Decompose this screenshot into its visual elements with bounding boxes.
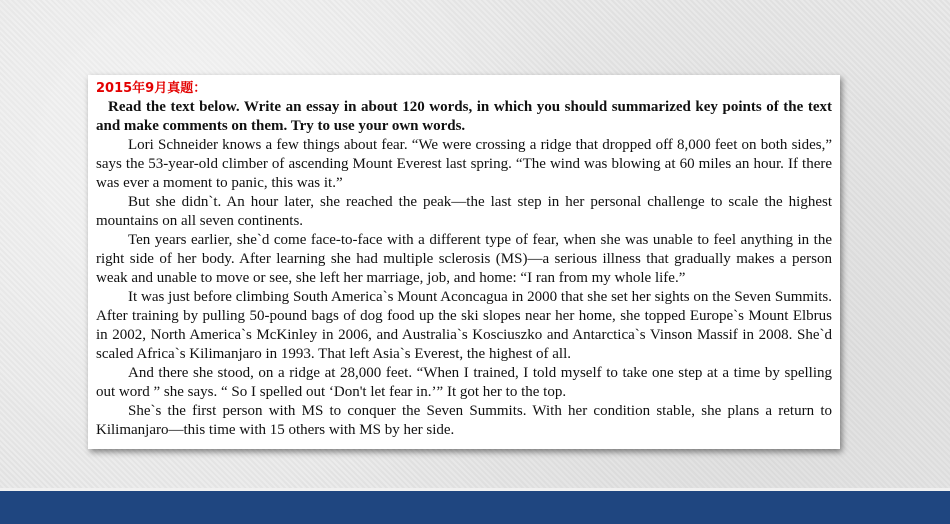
paragraph-6: She`s the first person with MS to conquer the Seven Summits. With her condition stable, she plans a return to Kilimanjaro—this time with 15 others with MS by her side. bbox=[96, 403, 832, 438]
paragraph-3: Ten years earlier, she`d come face-to-face with a different type of fear, when she was unable to feel anything in the right side of her body. After learning she had multiple sclerosis (MS)—a serious illness that gradually makes a person weak and unable to move or see, she left her marriage, job, and home: “I ran from my whole life.” bbox=[96, 232, 832, 286]
paragraph-2: But she didn`t. An hour later, she reached the peak—the last step in her personal challenge to scale the highest mountains on all seven continents. bbox=[96, 194, 832, 229]
text-card bbox=[88, 75, 840, 449]
paragraph-4: It was just before climbing South America`s Mount Aconcagua in 2000 that she set her sights on the Seven Summits. After training by pulling 50-pound bags of dog food up the ski slopes near her home, she topped Europe`s Mount Elbrus in 2002, North America`s McKinley in 2006, and Australia`s Kosciuszko and Antarctica`s Vinson Massif in 2008. She`d scaled Africa`s Kilimanjaro in 1993. That left Asia`s Everest, the highest of all. bbox=[96, 289, 832, 362]
footer-band bbox=[0, 488, 950, 524]
instruction-text: Read the text below. Write an essay in about 120 words, in which you should summarized key points of the text and make comments on them. Try to use your own words. bbox=[96, 99, 832, 134]
paragraph-5: And there she stood, on a ridge at 28,000 feet. “When I trained, I told myself to take one step at a time by spelling out word ” she says. “ So I spelled out ‘Don't let fear in.’” It got her to the top. bbox=[96, 365, 832, 400]
exam-label: 2015年9月真题： bbox=[96, 81, 207, 96]
paragraph-1: Lori Schneider knows a few things about fear. “We were crossing a ridge that dropped off 8,000 feet on both sides,” says the 53-year-old climber of ascending Mount Everest last spring. “The wind was blowing at 60 miles an hour. If there was ever a moment to panic, this was it.” bbox=[96, 137, 832, 191]
